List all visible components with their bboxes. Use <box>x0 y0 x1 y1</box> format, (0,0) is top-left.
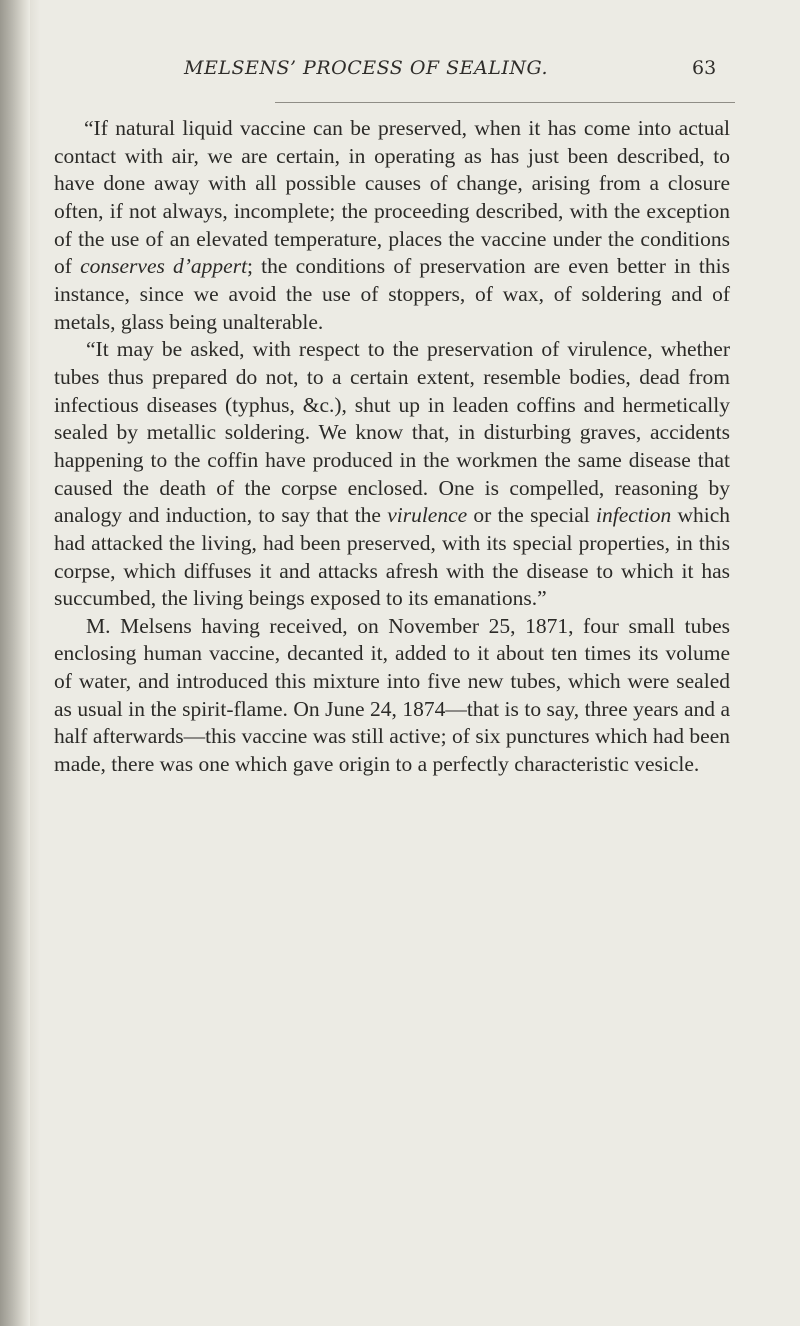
paragraph-2 <box>54 336 730 613</box>
page-binding-edge <box>0 0 30 1326</box>
paragraph-2-italic-virulence: virulence <box>387 503 468 528</box>
paragraph-3 <box>54 613 730 779</box>
paragraph-3-text: M. Melsens having received, on November 25, 1871, four small tubes enclosing human vaccine, decanted it, added to it about ten times its volume of water, and introduced this mixture into five new tubes, which were sealed as usual in the spirit-flame. On June 24, 1874—that is to say, three years and a half afterwards—this vaccine was still active; of six punctures which had been made, there was one which gave origin to a perfectly characteristic vesicle. <box>54 613 730 777</box>
body-text <box>54 115 730 779</box>
page-binding-shadow <box>30 0 40 1326</box>
page-number: 63 <box>692 57 717 79</box>
paragraph-1-italic-term: conserves d’appert <box>80 254 248 279</box>
paragraph-1-text-a: “If natural liquid vaccine can be preserved, when it has come into actual contact with air, we are certain, in operating as has just been described, to have done away with all possible causes of change, arising from a closure often, if not always, incomplete; the proceeding described, with the exception of the use of an elevated temperature, places the vaccine under the conditions of <box>54 116 730 279</box>
header-rule <box>275 102 735 103</box>
paragraph-2-text-c: which had attacked the living, had been preserved, with its special properties, in this corpse, which diffuses it and attacks afresh with the disease to which it has succumbed, the living beings exposed to its emanations.” <box>54 503 731 611</box>
paragraph-1 <box>54 115 730 336</box>
running-head: MELSENS’ PROCESS OF SEALING. <box>184 57 549 79</box>
page-header <box>160 57 760 87</box>
paragraph-2-text-a: “It may be asked, with respect to the preservation of virulence, whether tubes thus prepared do not, to a certain extent, resemble bodies, dead from infectious diseases (typhus, &c.), shut up in leaden coffins and hermetically sealed by metallic soldering. We know that, in disturbing graves, accidents happening to the coffin have produced in the workmen the same disease that caused the death of the corpse enclosed. One is compelled, reasoning by analogy and induction, to say that the <box>54 337 730 528</box>
paragraph-2-italic-infection: infection <box>596 503 672 528</box>
paragraph-2-text-b: or the special <box>467 503 596 528</box>
paragraph-1-text-b: ; the conditions of preservation are even better in this instance, since we avoid the use of stoppers, of wax, of soldering and of metals, glass being unalterable. <box>54 254 730 334</box>
